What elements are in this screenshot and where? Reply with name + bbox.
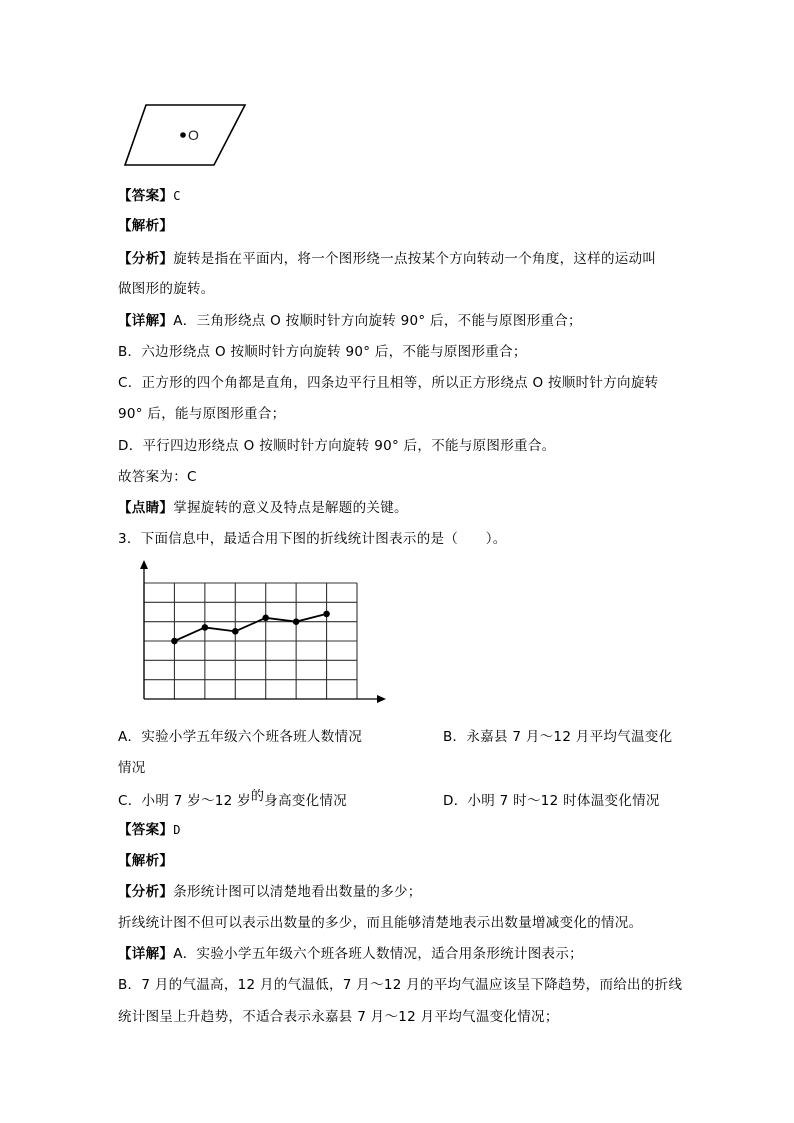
answer-tag: 【答案】 [118,188,174,204]
option-d-text: D．小明 7 时～12 时体温变化情况 [443,793,660,809]
series-line [174,614,326,641]
detail-line-3b1 [118,975,682,995]
option-a[interactable] [118,727,362,747]
answer-tag-3: 【答案】 [118,822,174,838]
detail-line-c2 [118,404,285,424]
detail-b-text: B．六边形绕点 O 按顺时针方向旋转 90° 后，不能与原图形重合； [118,344,527,360]
option-d[interactable] [443,791,660,811]
line-chart [130,555,390,710]
detail-c-text: C．正方形的四个角都是直角，四条边平行且相等，所以正方形绕点 O 按顺时针方向旋转 [118,375,659,391]
chart-axes [140,560,386,703]
detail-line-a [118,311,582,331]
data-point [293,618,300,625]
y-axis-arrow-icon [140,560,148,569]
option-a-text: A．实验小学五年级六个班各班人数情况 [118,729,363,745]
fenxi-tag: 【分析】 [118,251,174,267]
detail-d-text: D．平行四边形绕点 O 按顺时针方向旋转 90° 后，不能与原图形重合。 [118,438,556,454]
answer-line-3 [118,820,181,840]
x-axis-arrow-icon [377,695,386,703]
detail-line-3b2 [118,1007,559,1027]
data-point [232,628,239,635]
dianjing-text: 掌握旋转的意义及特点是解题的关键。 [173,500,408,516]
fenxi-line-1 [118,249,656,269]
fenxi-text: 旋转是指在平面内，将一个图形绕一点按某个方向转动一个角度，这样的运动叫 [173,251,657,267]
fenxi-line-3a [118,882,422,902]
fenxi-text-cont: 做图形的旋转。 [118,281,215,297]
detail-a-text: A．三角形绕点 O 按顺时针方向旋转 90° 后，不能与原图形重合； [173,313,582,329]
data-point [323,611,330,618]
detail-c-text-cont: 90° 后，能与原图形重合； [118,406,286,422]
chart-series [171,611,330,645]
analysis-tag-3: 【解析】 [118,853,174,869]
question-3-text: 3．下面信息中，最适合用下图的折线统计图表示的是（ ）。 [118,531,507,547]
option-c[interactable] [118,791,347,812]
answer-value: C [173,189,181,203]
dianjing-tag: 【点睛】 [118,500,174,516]
data-point [202,624,209,631]
analysis-heading [118,216,173,236]
dianjing-line [118,498,408,518]
option-b-text-cont: 情况 [118,760,146,776]
analysis-heading-3 [118,851,173,871]
detail-tag-3: 【详解】 [118,946,174,962]
option-b[interactable] [443,727,672,747]
option-c-text-end: 身高变化情况 [264,793,348,809]
question-3-stem [118,529,507,549]
detail-3b-text: B．7 月的气温高，12 月的气温低，7 月～12 月的平均气温应该呈下降趋势，而给出的折线 [118,977,683,993]
detail-line-d [118,436,555,456]
fenxi-text-3: 条形统计图可以清楚地看出数量的多少； [173,884,422,900]
option-b-text: B．永嘉县 7 月～12 月平均气温变化 [443,729,673,745]
fenxi-line-2 [118,279,215,299]
fenxi-line-3b [118,913,642,933]
detail-line-3a [118,944,583,964]
detail-3b-text-cont: 统计图呈上升趋势，不适合表示永嘉县 7 月～12 月平均气温变化情况； [118,1009,559,1025]
fenxi-text-3-cont: 折线统计图不但可以表示出数量的多少，而且能够清楚地表示出数量增减变化的情况。 [118,915,643,931]
detail-line-b [118,342,527,362]
fenxi-tag-3: 【分析】 [118,884,174,900]
option-b-cont [118,758,146,778]
conclusion-line [118,467,197,487]
conclusion-text: 故答案为：C [118,469,197,485]
option-c-text: C．小明 7 岁～12 岁 [118,793,251,809]
option-c-superscript: 的 [250,789,265,804]
answer-line [118,186,181,206]
parallelogram-figure [118,98,253,170]
answer-value-3: D [173,823,181,837]
point-o-label: O [188,127,199,143]
detail-tag: 【详解】 [118,313,174,329]
analysis-tag: 【解析】 [118,218,174,234]
detail-line-c1 [118,373,658,393]
data-point [171,638,178,645]
center-point [180,132,186,138]
data-point [262,615,269,622]
detail-3a-text: A．实验小学五年级六个班各班人数情况，适合用条形统计图表示； [173,946,583,962]
